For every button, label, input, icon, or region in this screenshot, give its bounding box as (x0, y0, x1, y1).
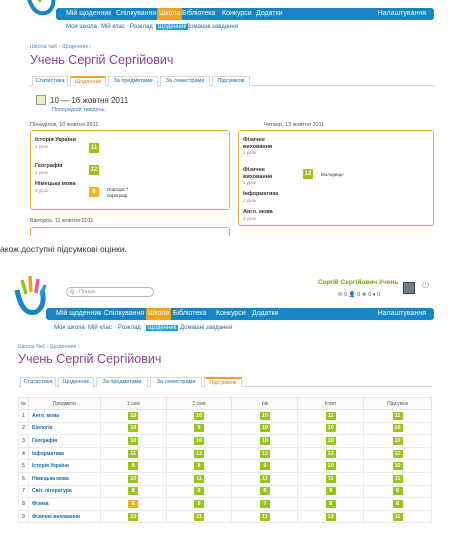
sub-navbar (54, 325, 254, 333)
tab-by-subjects[interactable]: За предметами (96, 377, 148, 387)
table-header-row (19, 398, 432, 410)
grade-cell (166, 435, 232, 448)
grade-cell (298, 498, 364, 511)
grade-cell (232, 485, 298, 498)
grade-badge[interactable]: 10 (327, 425, 334, 432)
tab-by-semesters[interactable]: За семестрами (160, 76, 210, 86)
grade-badge[interactable]: 9 (326, 487, 336, 495)
column-header: Іспит (298, 398, 364, 410)
grade-cell (100, 410, 166, 423)
grade-badge[interactable]: 8 (194, 462, 204, 470)
grade-cell (100, 422, 166, 435)
final-grades-screenshot (0, 270, 450, 541)
row-number: 2 (19, 422, 29, 435)
grade-cell (100, 460, 166, 473)
grade-cell (364, 435, 432, 448)
row-number: 8 (19, 498, 29, 511)
grade-cell (232, 422, 298, 435)
grade-badge[interactable]: 11 (90, 145, 98, 151)
nav-contests[interactable]: Конкурси (222, 10, 252, 17)
lesson-item: Фізичне виховання 1 урок (243, 167, 273, 185)
nav-library[interactable]: Бібліотека (182, 10, 216, 17)
grade-cell (232, 460, 298, 473)
subject-link[interactable]: Фізика (28, 498, 100, 511)
column-header: № (19, 398, 29, 410)
table-row (19, 435, 432, 448)
diary-tabs (18, 377, 432, 387)
subject-link[interactable]: Світ. література (28, 485, 100, 498)
grade-badge[interactable]: 10 (130, 513, 137, 520)
grade-cell (232, 435, 298, 448)
grade-badge[interactable]: 11 (393, 412, 403, 420)
grade-badge[interactable]: 8 (393, 500, 403, 508)
grade-badge[interactable]: 8 (194, 500, 204, 508)
subnav-homework[interactable]: Домашні завдання (180, 325, 232, 331)
grade-cell (364, 447, 432, 460)
grade-cell (232, 447, 298, 460)
logo-hand-icon (24, 0, 58, 20)
nav-my-diary[interactable]: Мій щоденник (66, 10, 112, 17)
grade-badge[interactable]: 10 (394, 463, 401, 470)
grade-badge[interactable]: 6 (128, 500, 138, 508)
messages-icon[interactable]: ✉ (338, 292, 343, 298)
subject-link[interactable]: Англ. мова (28, 410, 100, 423)
grade-badge[interactable]: 10 (196, 437, 203, 444)
column-header: Підсумок (364, 398, 432, 410)
table-row (19, 422, 432, 435)
grade-cell (100, 447, 166, 460)
grade-badge[interactable]: 10 (130, 412, 137, 419)
grade-badge[interactable]: 11 (194, 513, 204, 521)
grade-badge[interactable]: 8 (393, 487, 403, 495)
day-head-monday: Понеділок, 10 жовтня 2011 (30, 122, 99, 128)
main-navbar (46, 308, 434, 320)
table-row (19, 447, 432, 460)
grade-badge[interactable]: 8 (326, 500, 336, 508)
row-number: 4 (19, 447, 29, 460)
day-head-tuesday: Вівторок, 11 жовтня 2011 (30, 218, 94, 224)
grade-badge[interactable]: 10 (130, 425, 137, 432)
grade-badge[interactable]: 11 (393, 513, 403, 521)
grade-badge[interactable]: 12 (304, 171, 312, 177)
row-number: 1 (19, 410, 29, 423)
tab-final[interactable]: Підсумкові (204, 377, 242, 387)
grade-badge[interactable]: 11 (393, 475, 403, 483)
grade-badge[interactable]: 12 (90, 167, 98, 173)
power-icon[interactable]: ⏻ (422, 280, 430, 290)
nav-communication[interactable]: Спілкування (116, 10, 157, 17)
grade-cell (298, 510, 364, 523)
grade-cell (298, 435, 364, 448)
grade-badge[interactable]: 11 (260, 513, 270, 521)
lesson-item: Німецька мова 3 урок (35, 181, 76, 193)
grade-badge[interactable]: 12 (196, 450, 203, 457)
subject-link[interactable]: Географія (28, 435, 100, 448)
grade-badge[interactable]: 11 (326, 412, 336, 420)
subnav-diary[interactable]: Щоденник (148, 325, 177, 331)
grade-badge[interactable]: 12 (261, 450, 268, 457)
grade-cell (364, 510, 432, 523)
tab-by-semesters[interactable]: За семестрами (150, 377, 202, 387)
page-title: Учень Сергій Сергійович (18, 352, 162, 366)
prev-week-link[interactable]: Попередній тиждень (52, 107, 105, 113)
search-icon: ⚲ (70, 290, 75, 296)
page-title: Учень Сергій Сергійович (30, 53, 174, 67)
table-row (19, 410, 432, 423)
grade-cell (298, 472, 364, 485)
grade-cell (166, 472, 232, 485)
table-row (19, 460, 432, 473)
diary-tabs (30, 76, 434, 86)
grade-cell (364, 460, 432, 473)
nav-apps[interactable]: Додатки (256, 10, 283, 17)
grade-cell (166, 460, 232, 473)
grade-cell (232, 510, 298, 523)
subnav-my-school[interactable]: Моя школа (54, 325, 85, 331)
grade-cell (298, 410, 364, 423)
table-row (19, 472, 432, 485)
tab-diary[interactable]: Щоденник (70, 76, 106, 86)
caption-text: акож доступні підсумкові оцінки. (0, 244, 127, 254)
grade-cell (166, 485, 232, 498)
column-header: Предмети (28, 398, 100, 410)
grade-cell (298, 422, 364, 435)
subnav-my-class[interactable]: Мій клас (101, 24, 125, 30)
grade-badge[interactable]: 10 (261, 412, 268, 419)
grade-cell (364, 410, 432, 423)
day-card-thursday (238, 130, 434, 226)
lesson-item: Інформатика 2 урок (243, 191, 279, 203)
grade-badge[interactable]: 10 (196, 412, 203, 419)
rating-icon[interactable]: ♦ (372, 292, 376, 298)
lesson-note: Повтори 7 параграф (107, 187, 129, 198)
grade-badge[interactable]: 12 (327, 513, 334, 520)
tab-statistics[interactable]: Статистика (32, 76, 68, 86)
grade-cell (100, 485, 166, 498)
nav-my-diary[interactable]: Мій щоденник (56, 310, 102, 317)
grade-cell (100, 498, 166, 511)
grade-badge[interactable]: 11 (260, 475, 270, 483)
grade-badge[interactable]: 9 (128, 462, 138, 470)
friends-icon[interactable]: 👤 (348, 292, 356, 298)
user-stats: ✉ 0 👤 0 ★ 0 ♦ 0 (338, 292, 381, 298)
calendar-icon[interactable] (36, 95, 46, 105)
avatar[interactable] (403, 282, 415, 294)
grade-badge[interactable]: 7 (260, 500, 270, 508)
grade-cell (100, 510, 166, 523)
grade-badge[interactable]: 10 (327, 437, 334, 444)
grade-badge[interactable]: 10 (327, 463, 334, 470)
week-title: 10 — 16 жовтня 2011 (50, 96, 129, 105)
grade-badge[interactable]: 12 (327, 450, 334, 457)
row-number: 7 (19, 485, 29, 498)
subnav-my-class[interactable]: Мій клас (88, 325, 112, 331)
grade-badge[interactable]: 10 (130, 437, 137, 444)
subject-link[interactable]: Біологія (28, 422, 100, 435)
tab-diary[interactable]: Щоденник (58, 377, 94, 387)
breadcrumb[interactable]: Школа №6 › Щоденник › (30, 44, 92, 50)
column-header: 1 сем (100, 398, 166, 410)
grade-badge[interactable]: 6 (89, 187, 99, 197)
grade-badge[interactable]: 8 (260, 487, 270, 495)
grade-cell (364, 472, 432, 485)
day-card-tuesday (30, 227, 230, 236)
awards-icon[interactable]: ★ (361, 292, 367, 298)
tab-statistics[interactable]: Статистика (20, 377, 56, 387)
grade-cell (100, 472, 166, 485)
nav-settings[interactable]: Налаштування (377, 310, 426, 317)
search-input[interactable]: ⚲ Пошук (66, 287, 154, 297)
grade-cell (298, 485, 364, 498)
final-grades-table (18, 397, 432, 523)
nav-apps[interactable]: Додатки (252, 310, 279, 317)
grade-cell (364, 485, 432, 498)
subject-link[interactable]: Історія України (28, 460, 100, 473)
row-number: 6 (19, 472, 29, 485)
column-header: рік (232, 398, 298, 410)
grade-badge[interactable]: 10 (394, 437, 401, 444)
lesson-note: Молодець! (321, 172, 344, 177)
breadcrumb[interactable]: Школа №6 › Щоденник › (18, 344, 80, 350)
subnav-diary[interactable]: Щоденник (158, 24, 187, 30)
grade-cell (166, 498, 232, 511)
subnav-schedule[interactable]: Розклад (118, 325, 141, 331)
grade-badge[interactable]: 9 (260, 462, 270, 470)
grade-cell (166, 510, 232, 523)
nav-settings[interactable]: Налаштування (377, 10, 426, 17)
lesson-item: Географія 2 урок (35, 163, 63, 175)
grade-badge[interactable]: 10 (261, 425, 268, 432)
grade-cell (232, 498, 298, 511)
nav-school[interactable]: Школа (157, 8, 182, 20)
lesson-item: Історія України 1 урок (35, 137, 76, 149)
subject-link[interactable]: Фізичне виховання (28, 510, 100, 523)
grade-cell (364, 498, 432, 511)
grade-badge[interactable]: 12 (394, 450, 401, 457)
sub-navbar (66, 24, 266, 32)
grade-cell (298, 447, 364, 460)
nav-contests[interactable]: Конкурси (216, 310, 246, 317)
nav-library[interactable]: Бібліотека (173, 310, 207, 317)
grade-cell (166, 447, 232, 460)
lesson-item: Фізичне виховання 1 урок (243, 137, 273, 155)
day-head-thursday: Четвер, 13 жовтня 2011 (264, 122, 325, 128)
grade-cell (100, 435, 166, 448)
row-number: 3 (19, 435, 29, 448)
grade-badge[interactable]: 11 (128, 450, 138, 458)
grade-badge[interactable]: 10 (394, 425, 401, 432)
diary-screenshot (0, 0, 450, 236)
tab-by-subjects[interactable]: За предметами (108, 76, 158, 86)
subnav-my-school[interactable]: Моя школа (66, 24, 97, 30)
subnav-schedule[interactable]: Розклад (130, 24, 153, 30)
grade-badge[interactable]: 10 (261, 437, 268, 444)
row-number: 9 (19, 510, 29, 523)
nav-school[interactable]: Школа (146, 308, 171, 320)
grade-badge[interactable]: 11 (194, 475, 204, 483)
grade-cell (166, 410, 232, 423)
user-name[interactable]: Сергій Сергійович Учень (318, 279, 399, 286)
logo-hand-icon (12, 276, 48, 320)
nav-communication[interactable]: Спілкування (104, 310, 145, 317)
grade-cell (232, 472, 298, 485)
grade-badge[interactable]: 8 (194, 487, 204, 495)
grades-table-body (19, 410, 432, 523)
grade-cell (298, 460, 364, 473)
lesson-item: Англ. мова 3 урок (243, 209, 273, 221)
table-row (19, 498, 432, 511)
table-row (19, 510, 432, 523)
tab-final[interactable]: Підсумкові (212, 76, 250, 86)
subnav-homework[interactable]: Домашні завдання (186, 24, 238, 30)
day-card-monday (30, 130, 230, 210)
subject-link[interactable]: Інформатика (28, 447, 100, 460)
row-number: 5 (19, 460, 29, 473)
grade-badge[interactable]: 11 (326, 475, 336, 483)
grade-badge[interactable]: 9 (194, 424, 204, 432)
grade-cell (166, 422, 232, 435)
grade-badge[interactable]: 8 (128, 487, 138, 495)
grade-badge[interactable]: 10 (130, 475, 137, 482)
grade-cell (232, 410, 298, 423)
grade-cell (364, 422, 432, 435)
table-row (19, 485, 432, 498)
main-navbar (56, 8, 434, 20)
subject-link[interactable]: Німецька мова (28, 472, 100, 485)
column-header: 2 сем (166, 398, 232, 410)
